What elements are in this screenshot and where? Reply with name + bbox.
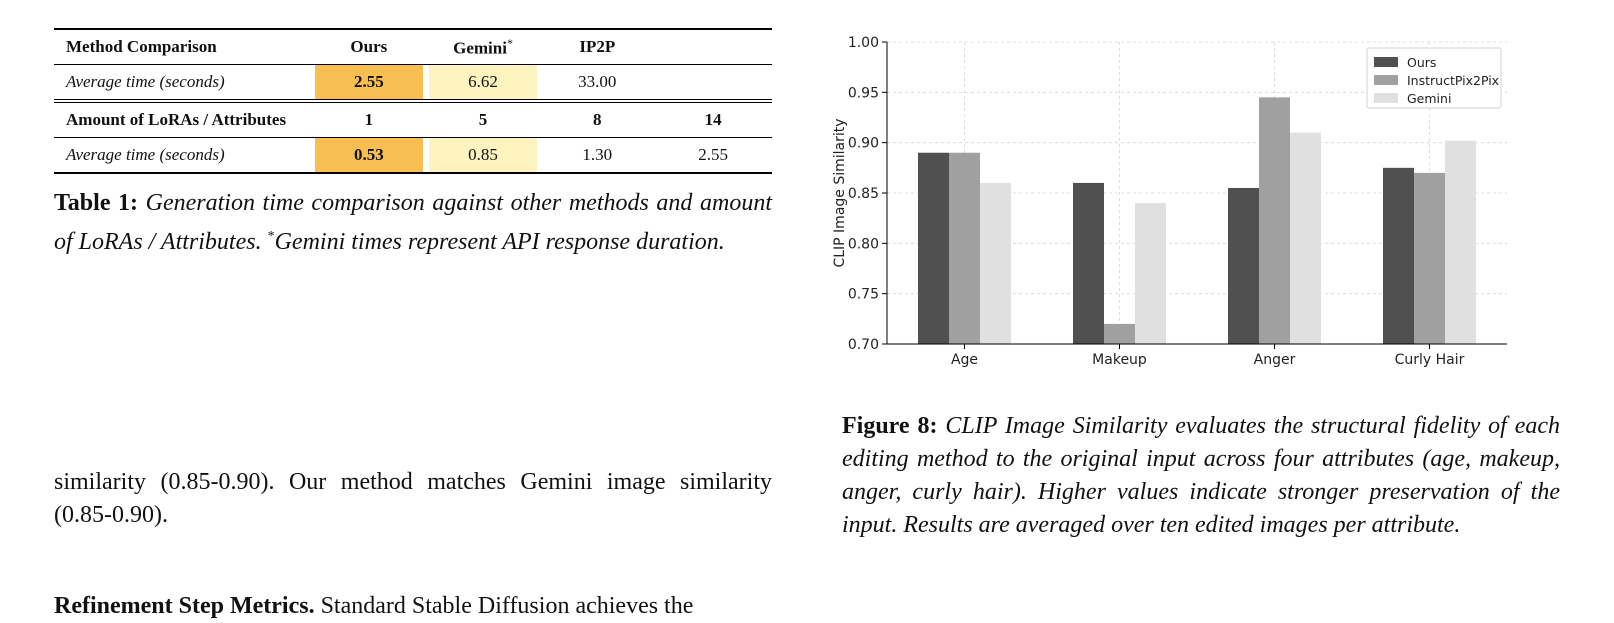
section-heading: Refinement Step Metrics. — [54, 593, 315, 619]
y-tick-label: 0.85 — [847, 186, 879, 202]
x-tick-label: Makeup — [1092, 352, 1147, 368]
y-tick-label: 0.90 — [847, 135, 879, 152]
table-col-header: 14 — [654, 101, 772, 138]
table-header-row — [54, 29, 772, 65]
table-col-header: 1 — [312, 101, 426, 138]
table-caption-text: Generation time comparison against other methods and amount of LoRAs / Attributes. — [54, 190, 773, 255]
table-row-label: Average time (seconds) — [54, 138, 312, 174]
figure-caption-text: CLIP Image Similarity evaluates the structural fidelity of each editing method to the original input across four attributes (age, makeup, anger, curly hair). Higher values indicate stronger preservation of the input. Results are averaged over ten edited images per attribute. — [842, 413, 1560, 538]
clip-similarity-chart — [832, 28, 1562, 378]
table-caption — [54, 187, 772, 259]
table-cell-best: 2.55 — [312, 65, 426, 102]
bar-instructpix2pix — [1104, 324, 1135, 344]
table-header-row — [54, 101, 772, 138]
table-col-header-text: Gemini — [453, 38, 507, 58]
table-cell-second: 6.62 — [426, 65, 541, 102]
figure-caption-label: Figure 8: — [842, 413, 938, 439]
bar-gemini — [1290, 133, 1321, 344]
table-cell: 1.30 — [540, 138, 654, 174]
bar-gemini — [1445, 141, 1476, 344]
bar-ours — [918, 153, 949, 344]
table-row-label: Average time (seconds) — [54, 65, 312, 102]
footnote-marker: * — [267, 229, 275, 244]
next-paragraph — [54, 590, 772, 623]
table-cell-second: 0.85 — [426, 138, 541, 174]
table-col-header: IP2P — [540, 29, 654, 65]
table-col-header — [654, 29, 772, 65]
chart-legend — [1367, 48, 1501, 108]
body-paragraph: similarity (0.85-0.90). Our method matches Gemini image similarity (0.85-0.90). — [54, 469, 772, 528]
table-cell-best: 0.53 — [312, 138, 426, 174]
y-tick-label: 0.95 — [847, 85, 879, 102]
table-col-header: 8 — [540, 101, 654, 138]
y-tick-label: 0.75 — [847, 286, 879, 303]
chart-bars — [918, 97, 1476, 344]
x-tick-label: Curly Hair — [1394, 352, 1465, 368]
table-caption-footnote: Gemini times represent API response duration. — [274, 229, 725, 255]
table-col-header: Ours — [312, 29, 426, 65]
table-cell: 33.00 — [540, 65, 654, 102]
bar-instructpix2pix — [949, 153, 980, 344]
bar-ours — [1383, 168, 1414, 344]
x-tick-label: Age — [950, 352, 979, 368]
legend-label: Ours — [1407, 55, 1437, 70]
bar-gemini — [1135, 203, 1166, 344]
y-tick-label: 1.00 — [847, 35, 879, 51]
legend-label: InstructPix2Pix — [1407, 73, 1500, 88]
table-row — [54, 65, 772, 102]
table-row-label: Amount of LoRAs / Attributes — [54, 101, 312, 138]
y-tick-label: 0.80 — [847, 236, 879, 253]
table-row-label: Method Comparison — [54, 29, 312, 65]
bar-ours — [1073, 183, 1104, 344]
timing-table — [54, 28, 772, 174]
next-paragraph-text: Standard Stable Diffusion achieves the — [320, 593, 694, 619]
footnote-marker: * — [506, 35, 513, 50]
bar-instructpix2pix — [1259, 97, 1290, 344]
table-col-header: 5 — [426, 101, 541, 138]
table-cell: 2.55 — [654, 138, 772, 174]
legend-swatch — [1374, 75, 1398, 85]
x-tick-label: Anger — [1253, 352, 1296, 368]
y-tick-label: 0.70 — [847, 337, 879, 353]
table-cell — [654, 65, 772, 102]
table-col-header — [426, 29, 541, 65]
bar-gemini — [980, 183, 1011, 344]
bar-ours — [1228, 188, 1259, 344]
legend-swatch — [1374, 93, 1398, 103]
y-axis-label: CLIP Image Similarity — [832, 118, 848, 268]
figure-caption — [842, 410, 1560, 542]
bar-instructpix2pix — [1414, 173, 1445, 344]
table-caption-label: Table 1: — [54, 190, 139, 216]
table-row — [54, 138, 772, 174]
legend-swatch — [1374, 57, 1398, 67]
legend-label: Gemini — [1407, 91, 1452, 106]
